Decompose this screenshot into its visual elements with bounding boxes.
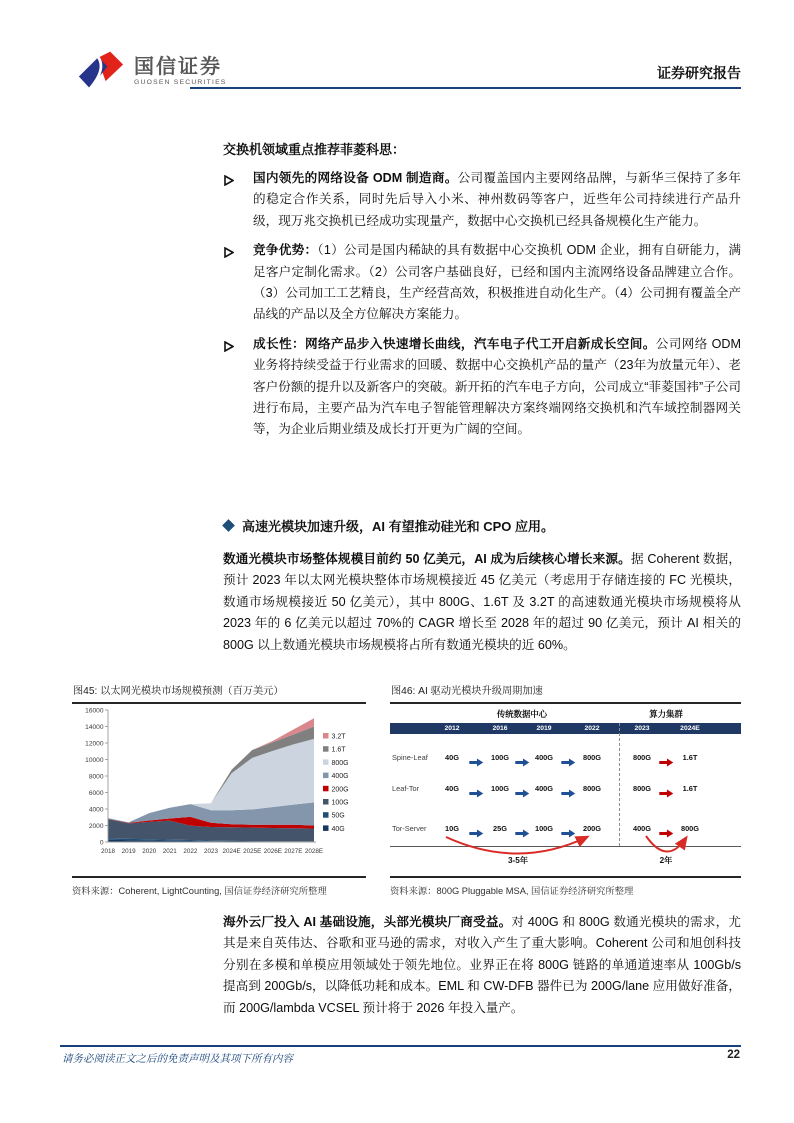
svg-text:14000: 14000 xyxy=(85,723,104,731)
figure-45-source: 资料来源：Coherent, LightCounting, 国信证券经济研究所整理 xyxy=(72,886,327,896)
page-number: 22 xyxy=(727,1049,740,1061)
svg-text:2027E: 2027E xyxy=(284,848,303,855)
arrowhead-bullet-icon xyxy=(224,245,234,263)
upgrade-arrow-icon xyxy=(561,785,576,803)
figure-46-source: 资料来源：800G Pluggable MSA, 国信证券经济研究所整理 xyxy=(390,886,634,896)
header-divider xyxy=(190,87,741,89)
svg-text:100G: 100G xyxy=(331,799,349,807)
speed-value: 800G xyxy=(582,784,602,793)
group-divider xyxy=(619,723,620,846)
speed-value: 400G xyxy=(632,824,652,833)
bullet-list xyxy=(223,168,741,449)
figure-46 xyxy=(390,680,741,897)
legend-item-400G xyxy=(323,773,349,781)
speed-value: 800G xyxy=(632,753,652,762)
speed-value: 25G xyxy=(493,824,507,833)
year-label: 2023 xyxy=(634,725,650,732)
legend-item-800G xyxy=(323,759,349,767)
svg-text:2026E: 2026E xyxy=(263,848,282,855)
year-label: 2022 xyxy=(584,725,600,732)
svg-text:2023: 2023 xyxy=(203,848,219,855)
speed-value: 400G xyxy=(534,753,554,762)
bullet-text: 竞争优势：（1）公司是国内稀缺的具有数据中心交换机 ODM 企业，拥有自研能力，满足客户定制化需求。（2）公司客户基础良好，已经和国内主流网络设备品牌建立合作。（3）公司加工工艺精良，生产经营高效，积极推进自动化生产。（4）公司拥有覆盖全产品线的产品以及全方位解决方案能力。 xyxy=(253,243,741,322)
speed-value: 40G xyxy=(445,784,459,793)
footer-divider xyxy=(60,1045,741,1047)
svg-text:10000: 10000 xyxy=(85,756,104,764)
diamond-bullet-icon xyxy=(222,519,235,532)
market-size-paragraph: 数通光模块市场整体规模目前约 50 亿美元，AI 成为后续核心增长来源。据 Coherent 数据，预计 2023 年以太网光模块整体市场规模接近 45 亿美元（考虑用于存储连接的 FC 光模块，数通市场规模接近 50 亿美元），其中 800G、1.6T 及 3.2T 的高速数通光模块市场规模将从 2023 年的 6 亿美元以超过 70%的 CAGR 增长至 2028 年的超过 90 亿美元，预计 AI 相关的 800G 以上数通光模块市场规模将占所有数通光模块的近 60%。 xyxy=(223,552,741,652)
speed-value: 100G xyxy=(490,784,510,793)
legend-item-40G xyxy=(323,825,345,833)
speed-value: 800G xyxy=(680,824,700,833)
bullet-text: 国内领先的网络设备 ODM 制造商。公司覆盖国内主要网络品牌，与新华三保持了多年的稳定合作关系，同时先后导入小米、神州数码等客户，近些年公司持续进行产品升级，现万兆交换机已经成功实现量产，数据中心交换机已经具备规模化生产能力。 xyxy=(253,171,742,228)
report-type-label: 证券研究报告 xyxy=(657,65,741,81)
legend-item-3.2T xyxy=(323,733,346,741)
duration-label-traditional: 3-5年 xyxy=(507,856,529,865)
legend-item-1.6T xyxy=(323,746,346,754)
section-heading xyxy=(223,516,741,535)
svg-text:1.6T: 1.6T xyxy=(331,746,346,754)
speed-value: 800G xyxy=(582,753,602,762)
upgrade-arrow-icon xyxy=(515,785,530,803)
figure-45 xyxy=(72,680,366,897)
svg-text:2000: 2000 xyxy=(88,822,104,830)
svg-text:2019: 2019 xyxy=(121,848,136,855)
upgrade-arrow-icon xyxy=(561,754,576,772)
guosen-logo-icon xyxy=(78,50,124,92)
table-bottom-rule xyxy=(390,846,741,847)
speed-value: 10G xyxy=(445,824,459,833)
figure-46-diagram xyxy=(390,704,741,878)
svg-text:8000: 8000 xyxy=(88,773,104,781)
legend-item-200G xyxy=(323,786,349,794)
svg-text:2022: 2022 xyxy=(183,848,198,855)
figure-45-chart xyxy=(72,704,366,878)
upgrade-arrow-icon xyxy=(561,825,576,843)
svg-text:50G: 50G xyxy=(331,812,345,820)
duration-label-cluster: 2年 xyxy=(659,856,673,865)
svg-text:3.2T: 3.2T xyxy=(331,733,346,741)
svg-text:2018: 2018 xyxy=(100,848,116,855)
group-header-cluster: 算力集群 xyxy=(649,709,683,719)
footer-disclaimer: 请务必阅读正文之后的免责声明及其项下所有内容 xyxy=(62,1053,293,1065)
legend-item-50G xyxy=(323,812,345,820)
figure-45-title: 图45: 以太网光模块市场规模预测（百万美元） xyxy=(72,680,366,704)
speed-value: 200G xyxy=(582,824,602,833)
arrowhead-bullet-icon xyxy=(224,173,234,191)
upgrade-arrow-icon xyxy=(469,754,484,772)
area-chart xyxy=(72,704,366,876)
svg-text:2020: 2020 xyxy=(142,848,157,855)
year-label: 2019 xyxy=(536,725,552,732)
svg-text:12000: 12000 xyxy=(85,740,104,748)
section-heading-text: 高速光模块加速升级，AI 有望推动硅光和 CPO 应用。 xyxy=(242,519,555,534)
upgrade-arrow-icon xyxy=(659,785,674,803)
row-label-tor-server: Tor-Server xyxy=(392,824,427,833)
speed-value: 100G xyxy=(490,753,510,762)
speed-value: 1.6T xyxy=(682,753,698,762)
group-header-traditional: 传统数据中心 xyxy=(496,709,548,719)
speed-value: 1.6T xyxy=(682,784,698,793)
svg-text:16000: 16000 xyxy=(85,707,104,715)
svg-text:6000: 6000 xyxy=(88,789,104,797)
year-label: 2016 xyxy=(492,725,508,732)
brand-name-cn: 国信证券 xyxy=(134,55,222,78)
row-label-leaf-tor: Leaf-Tor xyxy=(392,784,420,793)
overseas-cloud-paragraph: 海外云厂投入 AI 基础设施，头部光模块厂商受益。对 400G 和 800G 数通光模块的需求，尤其是来自英伟达、谷歌和亚马逊的需求，对收入产生了重大影响。Coherent 公司和旭创科技分别在多模和单模应用领域处于领先地位。业界正在将 800G 链路的单通道速率从 100Gb/s 提高到 200Gb/s，以降低功耗和成本。EML 和 CW-DFB 器件已为 200G/lane 应用做好准备，而 200G/lambda VCSEL 预计将于 2026 年投入量产。 xyxy=(223,915,741,1015)
upgrade-arrow-icon xyxy=(469,785,484,803)
speed-value: 400G xyxy=(534,784,554,793)
upgrade-arrow-icon xyxy=(659,754,674,772)
year-label: 2012 xyxy=(444,725,460,732)
bullet-text: 成长性：网络产品步入快速增长曲线，汽车电子代工开启新成长空间。公司网络 ODM 业务将持续受益于行业需求的回暖、数据中心交换机产品的量产（23年为放量元年）、老客户份额的提升以及新客户的突破。新开拓的汽车电子方向，公司成立“菲菱国祎”子公司进行布局，主要产品为汽车电子智能管理解决方案终端网络交换机和汽车域控制器网关等，为企业后期业绩及成长打开更为广阔的空间。 xyxy=(253,336,741,437)
svg-text:200G: 200G xyxy=(331,786,349,794)
svg-text:40G: 40G xyxy=(331,825,345,833)
speed-value: 800G xyxy=(632,784,652,793)
bullet-item xyxy=(223,334,741,441)
year-label: 2024E xyxy=(680,725,700,732)
bullet-item xyxy=(223,240,741,326)
bullet-item xyxy=(223,168,741,232)
speed-value: 100G xyxy=(534,824,554,833)
legend-item-100G xyxy=(323,799,349,807)
brand-logo xyxy=(78,50,227,92)
brand-name-en: GUOSEN SECURITIES xyxy=(134,78,227,86)
figure-46-title: 图46: AI 驱动光模块升级周期加速 xyxy=(390,680,741,704)
speed-value: 40G xyxy=(445,753,459,762)
svg-text:0: 0 xyxy=(99,839,104,847)
arrowhead-bullet-icon xyxy=(224,339,234,357)
upgrade-arrow-icon xyxy=(659,825,674,843)
upgrade-arrow-icon xyxy=(515,754,530,772)
recommend-heading: 交换机领域重点推荐菲菱科思： xyxy=(223,142,406,157)
svg-text:2025E: 2025E xyxy=(243,848,262,855)
upgrade-arrow-icon xyxy=(515,825,530,843)
svg-text:2028E: 2028E xyxy=(304,848,324,855)
upgrade-arrow-icon xyxy=(469,825,484,843)
svg-text:800G: 800G xyxy=(331,759,349,767)
svg-text:2021: 2021 xyxy=(162,848,177,855)
svg-text:4000: 4000 xyxy=(88,806,104,814)
svg-text:400G: 400G xyxy=(331,773,349,781)
svg-text:2024E: 2024E xyxy=(222,848,241,855)
row-label-spine-leaf: Spine-Leaf xyxy=(392,753,428,762)
